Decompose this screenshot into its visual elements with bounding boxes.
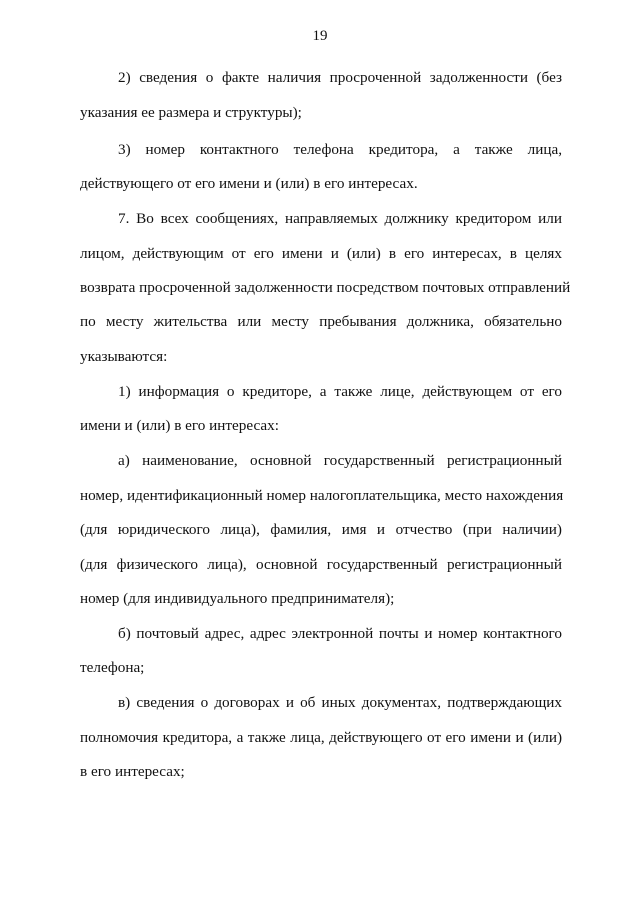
text-line: номер (для индивидуального предпринимателя); (80, 590, 395, 607)
text-line: указываются: (80, 348, 168, 365)
text-line: 3) номер контактного телефона кредитора, а также лица, (118, 141, 562, 158)
text-line: лицом, действующим от его имени и (или) в его интересах, в целях (80, 245, 562, 262)
text-line: б) почтовый адрес, адрес электронной почты и номер контактного (118, 625, 562, 642)
text-line: 2) сведения о факте наличия просроченной задолженности (без (118, 69, 562, 86)
text-line: 7. Во всех сообщениях, направляемых должнику кредитором или (118, 210, 562, 227)
text-line: действующего от его имени и (или) в его интересах. (80, 175, 418, 192)
text-line: по месту жительства или месту пребывания должника, обязательно (80, 313, 562, 330)
text-line: телефона; (80, 659, 145, 676)
text-line: 1) информация о кредиторе, а также лице, действующем от его (118, 383, 562, 400)
text-line: полномочия кредитора, а также лица, действующего от его имени и (или) (80, 729, 562, 746)
page-number: 19 (312, 28, 328, 44)
text-line: номер, идентификационный номер налогоплательщика, место нахождения (80, 487, 564, 504)
text-line: указания ее размера и структуры); (80, 104, 302, 121)
text-line: (для физического лица), основной государственный регистрационный (80, 556, 562, 573)
text-line: а) наименование, основной государственный регистрационный (118, 452, 562, 469)
text-line: в) сведения о договорах и об иных документах, подтверждающих (118, 694, 562, 711)
text-line: возврата просроченной задолженности посредством почтовых отправлений (80, 279, 571, 296)
text-line: (для юридического лица), фамилия, имя и отчество (при наличии) (80, 521, 562, 538)
text-line: имени и (или) в его интересах: (80, 417, 279, 434)
text-line: в его интересах; (80, 763, 185, 780)
